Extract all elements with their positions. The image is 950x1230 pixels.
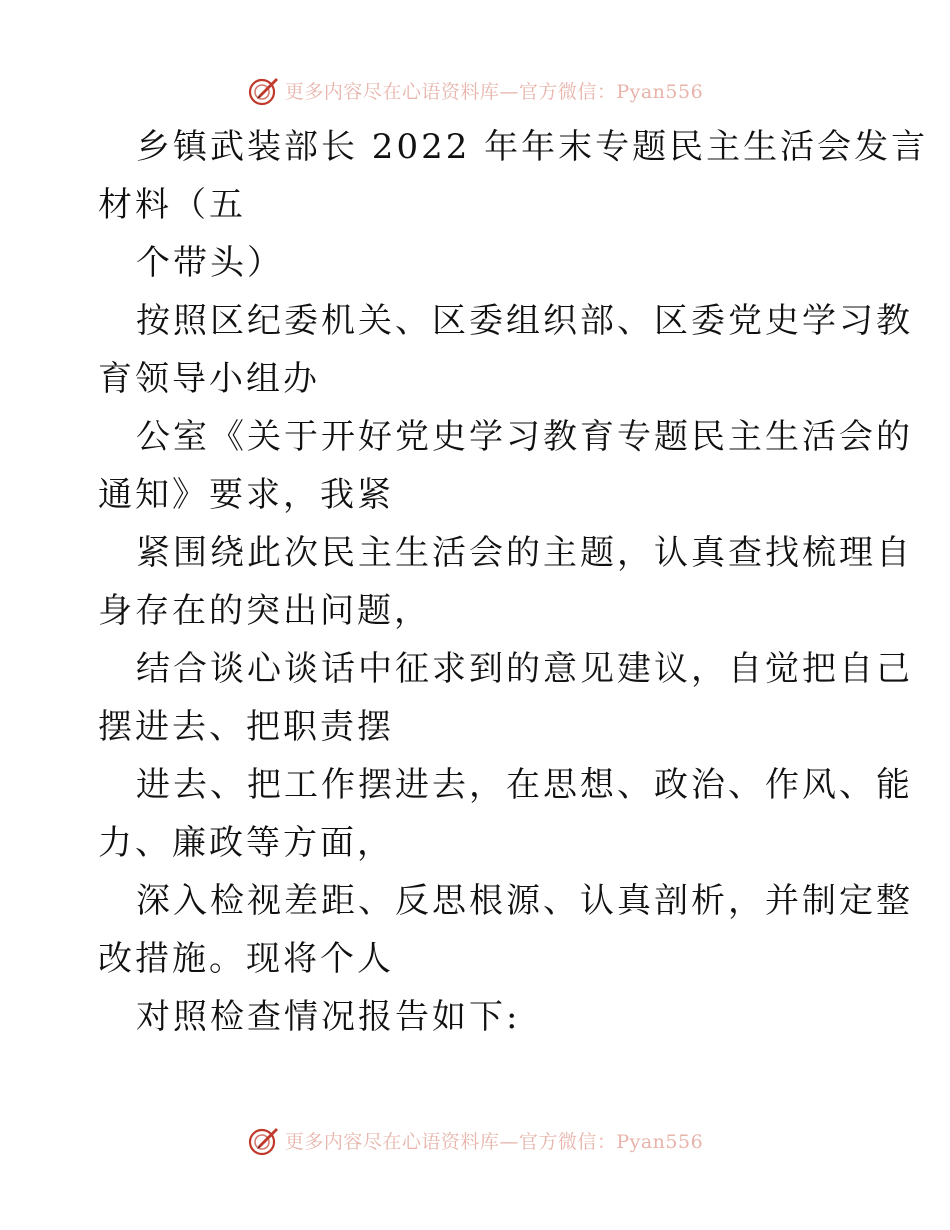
doc-line: 结合谈心谈话中征求到的意见建议，自觉把自己 <box>136 649 913 689</box>
doc-line: 紧围绕此次民主生活会的主题，认真查找梳理自 <box>136 533 913 573</box>
doc-line: 乡镇武装部长 2022 年年末专题民主生活会发言 <box>136 127 929 167</box>
doc-line: 个带头） <box>136 243 284 283</box>
doc-line: 改措施。现将个人 <box>98 939 394 979</box>
quill-pen-logo-icon <box>247 1123 281 1157</box>
doc-line: 进去、把工作摆进去，在思想、政治、作风、能 <box>136 765 913 805</box>
doc-line: 公室《关于开好党史学习教育专题民主生活会的 <box>136 417 913 457</box>
footer-watermark <box>0 1120 950 1160</box>
quill-pen-logo-icon <box>247 73 281 107</box>
doc-line: 摆进去、把职责摆 <box>98 707 394 747</box>
watermark-text: 更多内容尽在心语资料库—官方微信：Pyan556 <box>284 1130 704 1153</box>
doc-line: 材料（五 <box>98 185 246 225</box>
doc-line: 按照区纪委机关、区委组织部、区委党史学习教 <box>136 301 913 341</box>
doc-line: 深入检视差距、反思根源、认真剖析，并制定整 <box>136 881 913 921</box>
doc-line: 力、廉政等方面， <box>98 823 394 863</box>
doc-line: 对照检查情况报告如下: <box>136 997 521 1037</box>
header-watermark <box>0 70 950 110</box>
doc-line: 通知》要求，我紧 <box>98 475 394 515</box>
document-body <box>98 120 929 1048</box>
doc-line: 育领导小组办 <box>98 359 320 399</box>
doc-line: 身存在的突出问题， <box>98 591 431 631</box>
watermark-text: 更多内容尽在心语资料库—官方微信：Pyan556 <box>284 80 704 103</box>
